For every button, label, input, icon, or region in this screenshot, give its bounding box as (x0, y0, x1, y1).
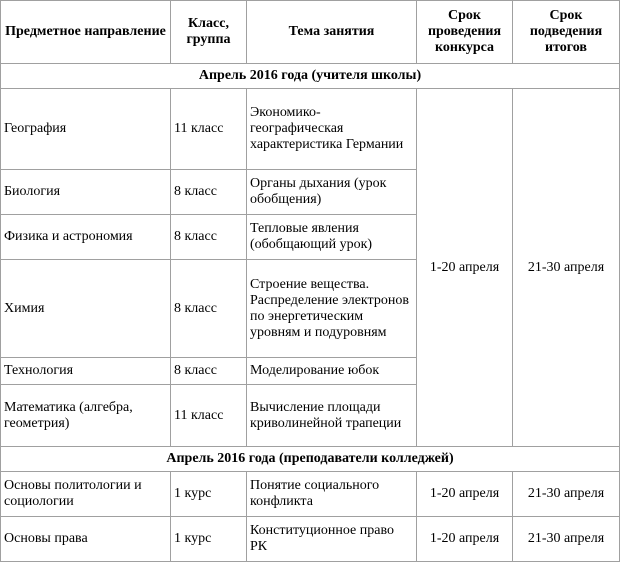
results-cell: 21-30 апреля (513, 472, 620, 517)
section-row (1, 64, 620, 89)
topic-cell: Конституционное право РК (247, 517, 417, 562)
results-cell: 21-30 апреля (513, 517, 620, 562)
header-subject: Предметное направление (1, 1, 171, 64)
class-cell: 8 класс (171, 260, 247, 358)
table-row (1, 472, 620, 517)
topic-cell: Экономико-географическая характеристика Германии (247, 89, 417, 170)
subject-cell: Основы политологии и социологии (1, 472, 171, 517)
topic-cell: Тепловые явления (обобщающий урок) (247, 215, 417, 260)
topic-cell: Вычисление площади криволинейной трапеции (247, 385, 417, 447)
subject-cell: Химия (1, 260, 171, 358)
topic-cell: Моделирование юбок (247, 358, 417, 385)
class-cell: 8 класс (171, 215, 247, 260)
period-cell: 1-20 апреля (417, 472, 513, 517)
topic-cell: Понятие социального конфликта (247, 472, 417, 517)
header-row (1, 1, 620, 64)
header-period: Срок проведения конкурса (417, 1, 513, 64)
subject-cell: Физика и астрономия (1, 215, 171, 260)
class-cell: 11 класс (171, 385, 247, 447)
header-class: Класс, группа (171, 1, 247, 64)
class-cell: 1 курс (171, 517, 247, 562)
class-cell: 1 курс (171, 472, 247, 517)
results-cell: 21-30 апреля (513, 89, 620, 447)
subject-cell: Технология (1, 358, 171, 385)
table-row (1, 517, 620, 562)
subject-cell: География (1, 89, 171, 170)
subject-cell: Математика (алгебра, геометрия) (1, 385, 171, 447)
topic-cell: Органы дыхания (урок обобщения) (247, 170, 417, 215)
header-topic: Тема занятия (247, 1, 417, 64)
period-cell: 1-20 апреля (417, 517, 513, 562)
section-title: Апрель 2016 года (учителя школы) (1, 64, 620, 89)
class-cell: 11 класс (171, 89, 247, 170)
section-row (1, 447, 620, 472)
topic-cell: Строение вещества. Распределение электронов по энергетическим уровням и подуровням (247, 260, 417, 358)
class-cell: 8 класс (171, 358, 247, 385)
class-cell: 8 класс (171, 170, 247, 215)
subject-cell: Биология (1, 170, 171, 215)
header-results: Срок подведения итогов (513, 1, 620, 64)
table-row (1, 89, 620, 170)
period-cell: 1-20 апреля (417, 89, 513, 447)
section-title: Апрель 2016 года (преподаватели колледжей) (1, 447, 620, 472)
subject-cell: Основы права (1, 517, 171, 562)
